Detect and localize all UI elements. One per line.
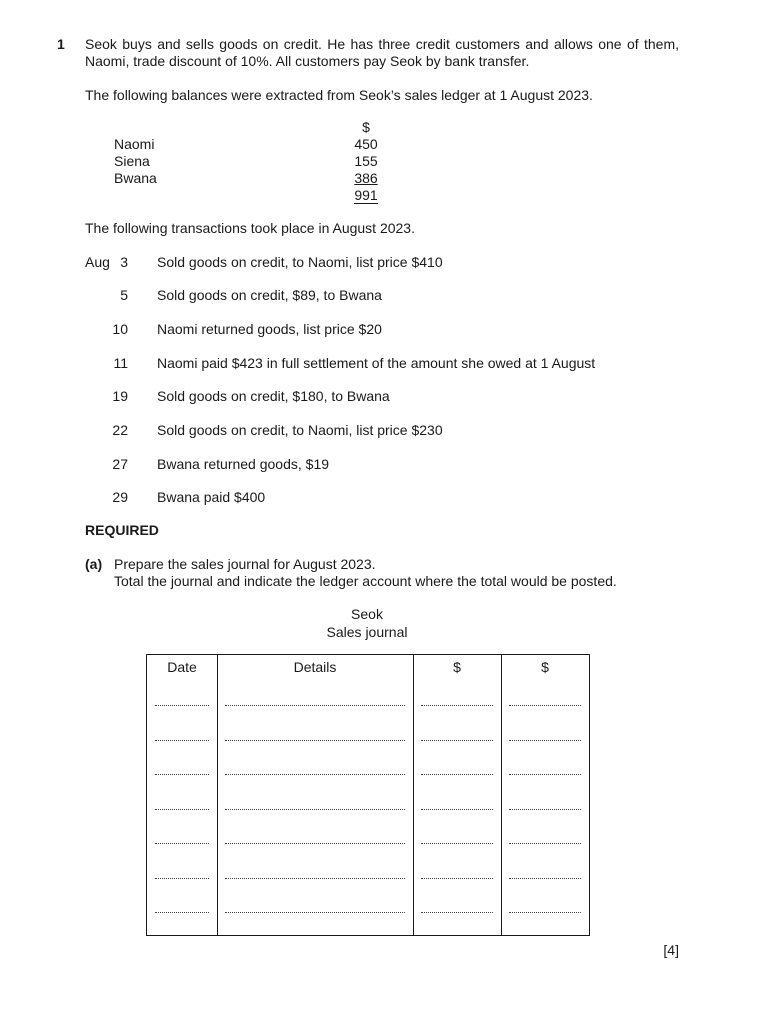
- amount-answer-line[interactable]: [509, 730, 581, 741]
- details-answer-line[interactable]: [225, 833, 405, 844]
- question-number: 1: [57, 36, 65, 52]
- column-divider: [413, 655, 414, 935]
- journal-subtitle: Sales journal: [326, 624, 408, 640]
- sales-journal-table: [146, 654, 590, 936]
- transaction-text: Sold goods on credit, $89, to Bwana: [157, 287, 382, 303]
- amount-answer-line[interactable]: [509, 799, 581, 810]
- transaction-day: 10: [112, 321, 128, 337]
- balance-name: Siena: [114, 153, 150, 169]
- header-dollar: $: [453, 659, 461, 675]
- question-intro: Seok buys and sells goods on credit. He has three credit customers and allows one of them, Naomi, trade discount of 10%. All customers pay Seok by bank transfer.: [85, 36, 679, 69]
- amount-answer-line[interactable]: [509, 764, 581, 775]
- transaction-text: Sold goods on credit, to Naomi, list price $230: [157, 422, 443, 438]
- amount-answer-line[interactable]: [509, 695, 581, 706]
- details-answer-line[interactable]: [225, 695, 405, 706]
- column-divider: [501, 655, 502, 935]
- transaction-text: Naomi paid $423 in full settlement of the amount she owed at 1 August: [157, 355, 596, 371]
- date-answer-line[interactable]: [155, 730, 209, 741]
- date-answer-line[interactable]: [155, 799, 209, 810]
- transaction-month: Aug: [85, 254, 110, 270]
- amount-answer-line[interactable]: [421, 868, 493, 879]
- part-a-line: Total the journal and indicate the ledger account where the total would be posted.: [114, 573, 617, 589]
- balances-names: [114, 136, 157, 187]
- amount-answer-line[interactable]: [421, 695, 493, 706]
- balance-name: Bwana: [114, 170, 157, 186]
- part-a-label: (a): [85, 556, 103, 572]
- header-details: Details: [293, 659, 337, 675]
- amount-answer-line[interactable]: [421, 833, 493, 844]
- balance-value: 386: [354, 170, 378, 186]
- balance-value: 450: [354, 136, 378, 152]
- amount-answer-line[interactable]: [421, 764, 493, 775]
- amount-answer-line[interactable]: [509, 833, 581, 844]
- amount-answer-line[interactable]: [421, 730, 493, 741]
- transaction-day: 22: [112, 422, 128, 438]
- transaction-day: 3: [120, 254, 128, 270]
- transaction-day: 5: [120, 287, 128, 303]
- date-answer-line[interactable]: [155, 868, 209, 879]
- transaction-text: Bwana returned goods, $19: [157, 456, 330, 472]
- details-answer-line[interactable]: [225, 730, 405, 741]
- details-answer-line[interactable]: [225, 799, 405, 810]
- required-heading: REQUIRED: [85, 522, 159, 538]
- date-answer-line[interactable]: [155, 902, 209, 913]
- amount-answer-line[interactable]: [509, 868, 581, 879]
- balances-intro: The following balances were extracted from Seok’s sales ledger at 1 August 2023.: [85, 87, 593, 103]
- date-answer-line[interactable]: [155, 833, 209, 844]
- header-dollar: $: [541, 659, 549, 675]
- date-answer-line[interactable]: [155, 695, 209, 706]
- details-answer-line[interactable]: [225, 868, 405, 879]
- amount-answer-line[interactable]: [421, 902, 493, 913]
- marks-allocation: [4]: [663, 942, 679, 958]
- part-a-instructions: [114, 556, 617, 590]
- transaction-day: 19: [112, 388, 128, 404]
- balance-name: Naomi: [114, 136, 155, 152]
- column-divider: [217, 655, 218, 935]
- transaction-day: 27: [112, 456, 128, 472]
- transaction-text: Bwana paid $400: [157, 489, 266, 505]
- details-answer-line[interactable]: [225, 902, 405, 913]
- header-date: Date: [167, 659, 197, 675]
- transaction-day: 11: [113, 355, 128, 371]
- transaction-text: Sold goods on credit, $180, to Bwana: [157, 388, 390, 404]
- journal-title: Seok: [351, 606, 383, 622]
- balance-currency-header: $: [362, 119, 370, 135]
- part-a-line: Prepare the sales journal for August 2023.: [114, 556, 376, 572]
- details-answer-line[interactable]: [225, 764, 405, 775]
- balance-value: 155: [354, 153, 378, 169]
- balances-values: [330, 119, 402, 204]
- amount-answer-line[interactable]: [421, 799, 493, 810]
- transactions-intro: The following transactions took place in August 2023.: [85, 220, 415, 236]
- transaction-day: 29: [112, 489, 128, 505]
- transaction-text: Naomi returned goods, list price $20: [157, 321, 382, 337]
- date-answer-line[interactable]: [155, 764, 209, 775]
- transaction-text: Sold goods on credit, to Naomi, list price $410: [157, 254, 443, 270]
- amount-answer-line[interactable]: [509, 902, 581, 913]
- balance-total: 991: [354, 187, 378, 203]
